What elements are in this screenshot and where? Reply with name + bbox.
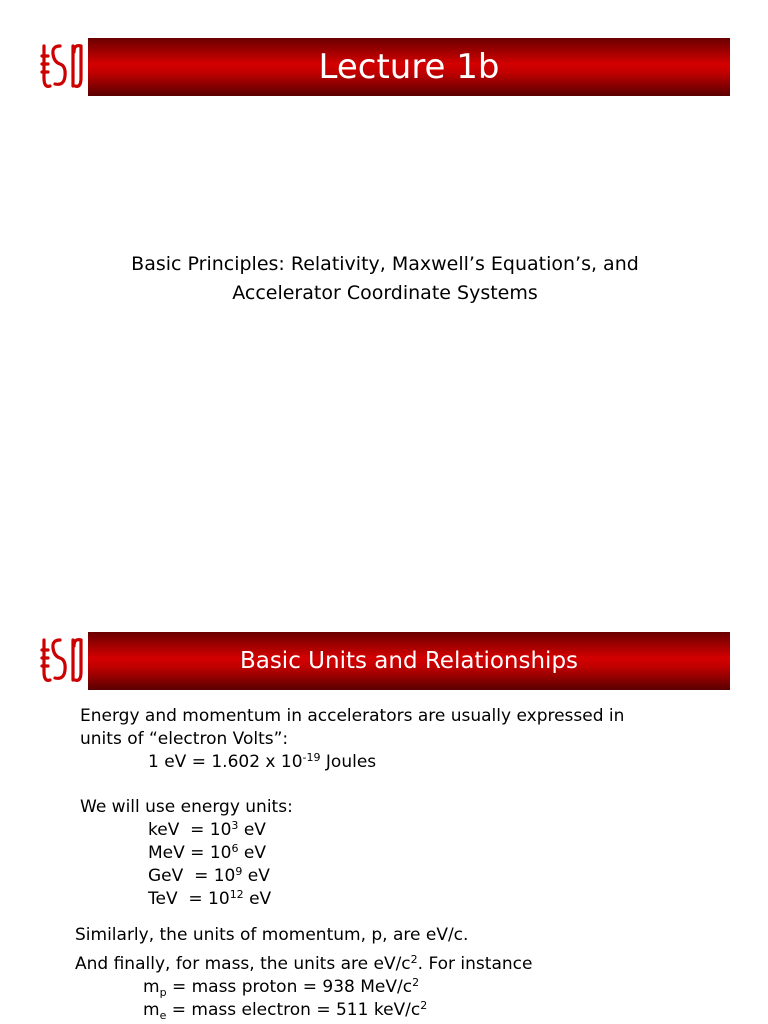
- lecture-title: Lecture 1b: [318, 47, 500, 87]
- intro-paragraph: [80, 705, 624, 774]
- momentum-units-line: Similarly, the units of momentum, p, are eV/c.: [75, 925, 469, 945]
- subtitle-line-2: Accelerator Coordinate Systems: [232, 282, 538, 304]
- lecture-subtitle: [60, 250, 710, 308]
- proton-mass-line: $m_p$ = mass proton = 938 MeV/$c^2$: [143, 976, 420, 999]
- title-banner: [38, 38, 730, 96]
- unit-gev: GeV = $10^9$ eV: [148, 865, 270, 886]
- unit-kev: keV = $10^3$ eV: [148, 819, 266, 840]
- ev-definition: 1 eV = 1.602 x $10^{-19}$ Joules: [148, 751, 377, 772]
- intro-line-1: Energy and momentum in accelerators are usually expressed in: [80, 706, 625, 726]
- uspas-logo-icon: [38, 38, 88, 96]
- electron-mass-line: $m_e$ = mass electron = 511 keV/$c^2$: [143, 999, 428, 1022]
- section-banner: [38, 632, 730, 690]
- slide-basic-units: [0, 600, 768, 1024]
- subtitle-line-1: Basic Principles: Relativity, Maxwell’s Equation’s, and: [131, 253, 639, 275]
- energy-units-block: [80, 796, 293, 911]
- uspas-logo-icon: [38, 632, 88, 690]
- mass-units-line: And finally, for mass, the units are $eV/c^2$. For instance: [75, 953, 533, 974]
- unit-tev: TeV = $10^{12}$ eV: [148, 888, 272, 909]
- energy-units-heading: We will use energy units:: [80, 797, 293, 817]
- intro-line-2: units of “electron Volts”:: [80, 729, 289, 749]
- momentum-mass-block: [75, 924, 532, 1022]
- unit-mev: MeV = $10^6$ eV: [148, 842, 266, 863]
- section-title: Basic Units and Relationships: [239, 648, 579, 674]
